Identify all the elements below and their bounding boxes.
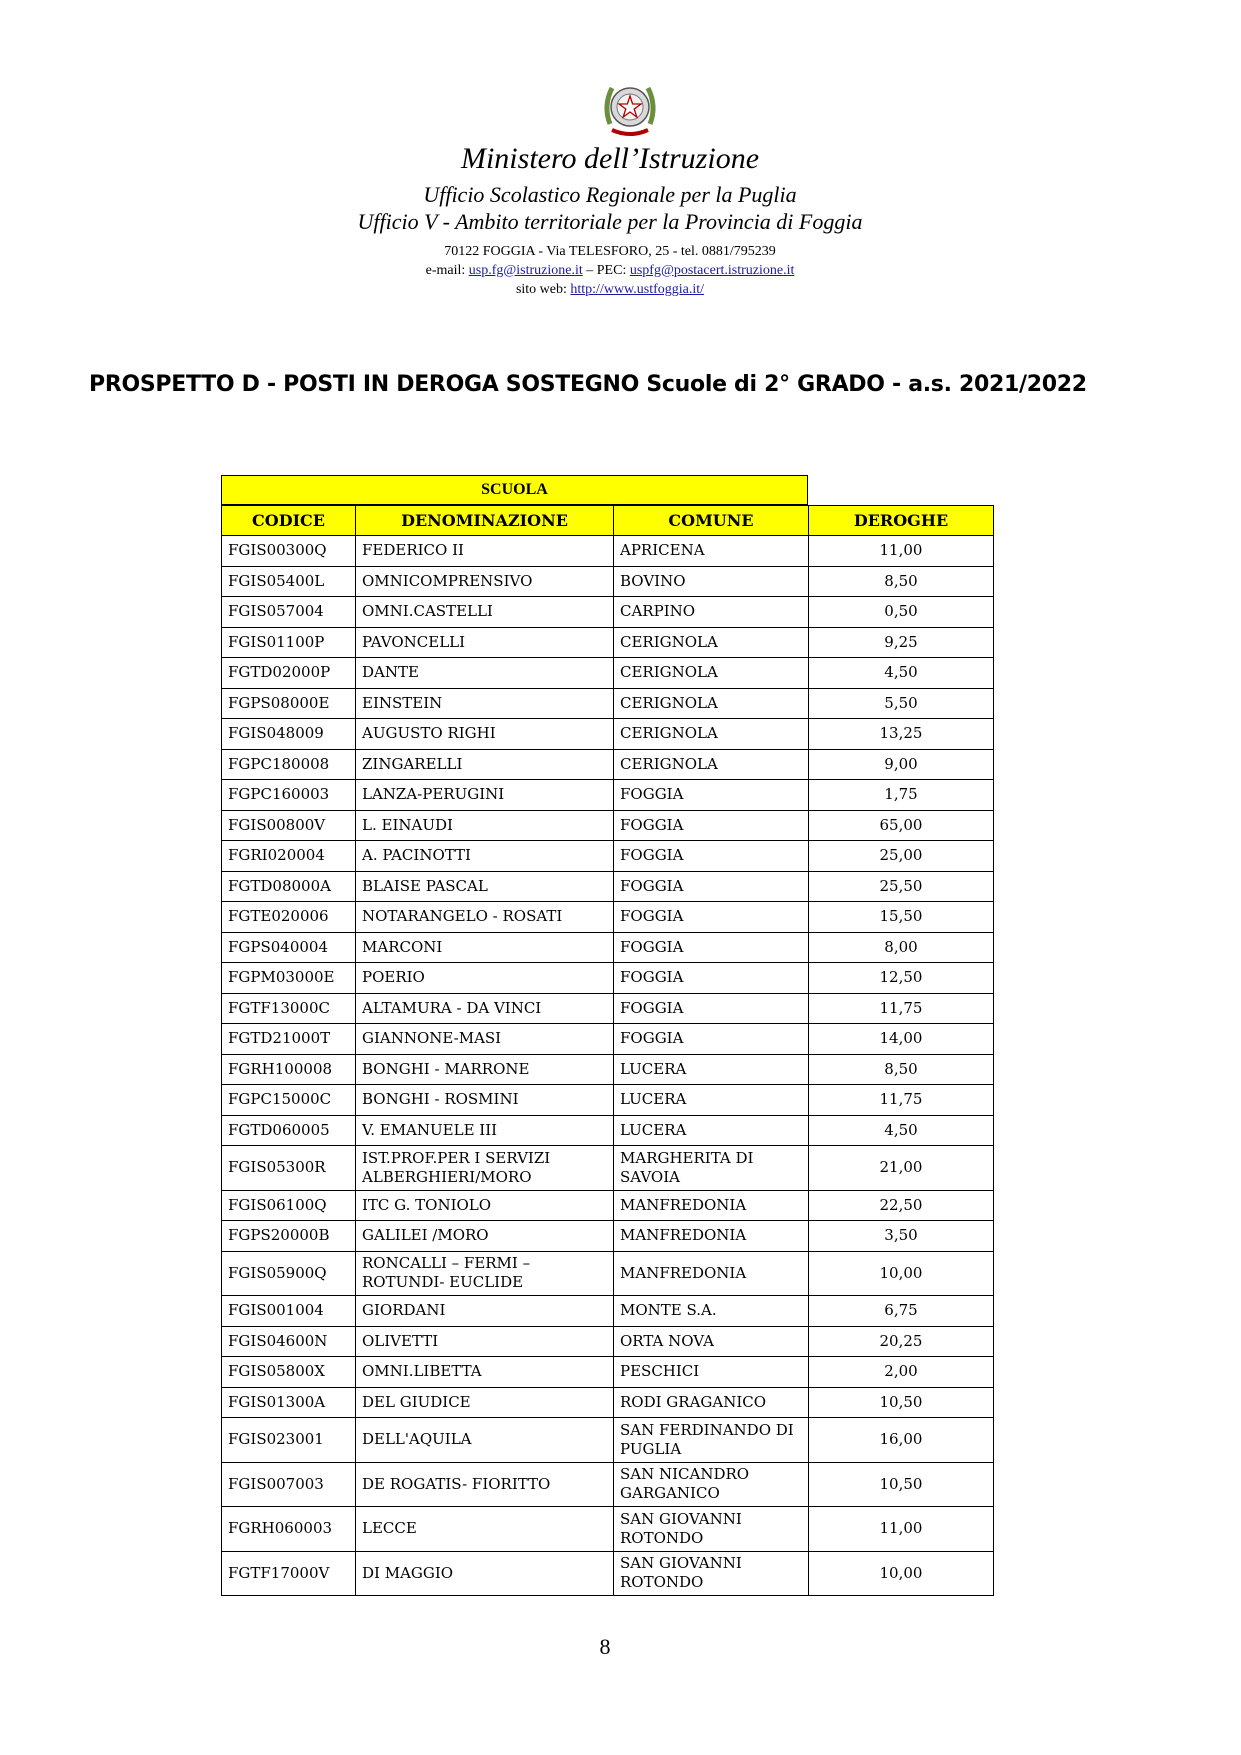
table-row (222, 1357, 994, 1388)
cell-deroghe: 12,50 (809, 963, 994, 994)
cell-deroghe: 20,25 (809, 1326, 994, 1357)
cell-comune: APRICENA (614, 536, 809, 567)
table-header-row (222, 506, 994, 536)
website-label: sito web: (515, 282, 571, 297)
cell-deroghe: 2,00 (809, 1357, 994, 1388)
cell-comune: SAN NICANDRO GARGANICO (614, 1462, 809, 1507)
cell-denominazione: DE ROGATIS- FIORITTO (356, 1462, 614, 1507)
cell-codice: FGIS05300R (222, 1146, 356, 1191)
cell-comune: FOGGIA (614, 871, 809, 902)
cell-comune: FOGGIA (614, 993, 809, 1024)
document-title: PROSPETTO D - POSTI IN DEROGA SOSTEGNO Scuole di 2° GRADO - a.s. 2021/2022 (89, 372, 1087, 397)
cell-codice: FGTD02000P (222, 658, 356, 689)
schools-table (221, 505, 994, 1596)
cell-denominazione: DELL'AQUILA (356, 1418, 614, 1463)
cell-deroghe: 10,00 (809, 1551, 994, 1596)
cell-comune: MANFREDONIA (614, 1190, 809, 1221)
cell-deroghe: 10,00 (809, 1251, 994, 1296)
table-row (222, 993, 994, 1024)
cell-codice: FGIS007003 (222, 1462, 356, 1507)
table-row (222, 780, 994, 811)
table-row (222, 1418, 994, 1463)
cell-deroghe: 1,75 (809, 780, 994, 811)
cell-denominazione: DI MAGGIO (356, 1551, 614, 1596)
cell-denominazione: PAVONCELLI (356, 627, 614, 658)
cell-denominazione: POERIO (356, 963, 614, 994)
table-row (222, 963, 994, 994)
scuola-group-header: SCUOLA (221, 475, 808, 505)
cell-deroghe: 4,50 (809, 1115, 994, 1146)
cell-deroghe: 9,25 (809, 627, 994, 658)
cell-codice: FGPS08000E (222, 688, 356, 719)
table-row (222, 871, 994, 902)
cell-deroghe: 22,50 (809, 1190, 994, 1221)
table-row (222, 1387, 994, 1418)
cell-denominazione: BONGHI - MARRONE (356, 1054, 614, 1085)
cell-denominazione: ALTAMURA - DA VINCI (356, 993, 614, 1024)
cell-codice: FGIS048009 (222, 719, 356, 750)
cell-codice: FGTE020006 (222, 902, 356, 933)
table-row (222, 1507, 994, 1552)
cell-comune: MONTE S.A. (614, 1296, 809, 1327)
table-row (222, 1462, 994, 1507)
cell-comune: CARPINO (614, 597, 809, 628)
cell-deroghe: 11,00 (809, 1507, 994, 1552)
cell-codice: FGIS05900Q (222, 1251, 356, 1296)
cell-comune: FOGGIA (614, 902, 809, 933)
cell-comune: CERIGNOLA (614, 719, 809, 750)
cell-denominazione: L. EINAUDI (356, 810, 614, 841)
ministry-name: Ministero dell’Istruzione (460, 142, 760, 175)
cell-codice: FGIS05400L (222, 566, 356, 597)
cell-deroghe: 8,00 (809, 932, 994, 963)
cell-codice: FGIS01100P (222, 627, 356, 658)
cell-comune: BOVINO (614, 566, 809, 597)
cell-comune: FOGGIA (614, 780, 809, 811)
cell-denominazione: OMNI.CASTELLI (356, 597, 614, 628)
cell-denominazione: BLAISE PASCAL (356, 871, 614, 902)
cell-codice: FGPS20000B (222, 1221, 356, 1252)
table-row (222, 1024, 994, 1055)
email-link[interactable]: usp.fg@istruzione.it (468, 263, 583, 278)
cell-denominazione: V. EMANUELE III (356, 1115, 614, 1146)
cell-codice: FGPS040004 (222, 932, 356, 963)
cell-comune: MANFREDONIA (614, 1221, 809, 1252)
cell-deroghe: 11,75 (809, 993, 994, 1024)
cell-denominazione: MARCONI (356, 932, 614, 963)
cell-deroghe: 10,50 (809, 1462, 994, 1507)
cell-comune: CERIGNOLA (614, 688, 809, 719)
cell-denominazione: NOTARANGELO - ROSATI (356, 902, 614, 933)
cell-codice: FGIS06100Q (222, 1190, 356, 1221)
page-number: 8 (599, 1634, 611, 1659)
cell-codice: FGTF17000V (222, 1551, 356, 1596)
cell-denominazione: ITC G. TONIOLO (356, 1190, 614, 1221)
table-row (222, 566, 994, 597)
cell-deroghe: 4,50 (809, 658, 994, 689)
cell-deroghe: 25,00 (809, 841, 994, 872)
column-header-denominazione: DENOMINAZIONE (356, 506, 614, 536)
cell-comune: FOGGIA (614, 810, 809, 841)
cell-codice: FGTD21000T (222, 1024, 356, 1055)
cell-denominazione: GIORDANI (356, 1296, 614, 1327)
cell-deroghe: 65,00 (809, 810, 994, 841)
table-row (222, 1551, 994, 1596)
cell-codice: FGPM03000E (222, 963, 356, 994)
cell-comune: ORTA NOVA (614, 1326, 809, 1357)
table-row (222, 1054, 994, 1085)
cell-comune: FOGGIA (614, 932, 809, 963)
cell-codice: FGIS00800V (222, 810, 356, 841)
cell-deroghe: 8,50 (809, 566, 994, 597)
cell-deroghe: 13,25 (809, 719, 994, 750)
cell-comune: CERIGNOLA (614, 658, 809, 689)
cell-codice: FGIS023001 (222, 1418, 356, 1463)
cell-comune: MARGHERITA DI SAVOIA (614, 1146, 809, 1191)
cell-denominazione: OMNI.LIBETTA (356, 1357, 614, 1388)
cell-denominazione: GALILEI /MORO (356, 1221, 614, 1252)
cell-denominazione: AUGUSTO RIGHI (356, 719, 614, 750)
table-row (222, 627, 994, 658)
cell-denominazione: LANZA-PERUGINI (356, 780, 614, 811)
office-address: 70122 FOGGIA - Via TELESFORO, 25 - tel. 0881/795239 (444, 244, 776, 259)
cell-comune: RODI GRAGANICO (614, 1387, 809, 1418)
cell-denominazione: IST.PROF.PER I SERVIZI ALBERGHIERI/MORO (356, 1146, 614, 1191)
table-row (222, 932, 994, 963)
cell-comune: MANFREDONIA (614, 1251, 809, 1296)
cell-denominazione: EINSTEIN (356, 688, 614, 719)
cell-deroghe: 5,50 (809, 688, 994, 719)
cell-codice: FGPC15000C (222, 1085, 356, 1116)
cell-deroghe: 3,50 (809, 1221, 994, 1252)
cell-denominazione: ZINGARELLI (356, 749, 614, 780)
italian-republic-emblem (600, 76, 660, 140)
table-row (222, 902, 994, 933)
table-row (222, 810, 994, 841)
website-link[interactable]: http://www.ustfoggia.it/ (570, 282, 705, 297)
cell-codice: FGIS05800X (222, 1357, 356, 1388)
cell-deroghe: 0,50 (809, 597, 994, 628)
table-row (222, 1115, 994, 1146)
cell-denominazione: DEL GIUDICE (356, 1387, 614, 1418)
cell-codice: FGIS057004 (222, 597, 356, 628)
cell-codice: FGTF13000C (222, 993, 356, 1024)
cell-denominazione: FEDERICO II (356, 536, 614, 567)
contact-line (0, 263, 1220, 279)
pec-link[interactable]: uspfg@postacert.istruzione.it (629, 263, 795, 278)
cell-codice: FGIS001004 (222, 1296, 356, 1327)
cell-codice: FGTD060005 (222, 1115, 356, 1146)
cell-comune: SAN GIOVANNI ROTONDO (614, 1551, 809, 1596)
table-row (222, 688, 994, 719)
cell-codice: FGPC180008 (222, 749, 356, 780)
pec-label: – PEC: (582, 263, 630, 278)
cell-codice: FGIS00300Q (222, 536, 356, 567)
table-row (222, 1221, 994, 1252)
cell-deroghe: 16,00 (809, 1418, 994, 1463)
cell-denominazione: BONGHI - ROSMINI (356, 1085, 614, 1116)
cell-comune: LUCERA (614, 1054, 809, 1085)
table-row (222, 841, 994, 872)
cell-comune: FOGGIA (614, 1024, 809, 1055)
table-row (222, 1326, 994, 1357)
cell-deroghe: 25,50 (809, 871, 994, 902)
regional-office: Ufficio Scolastico Regionale per la Puglia (423, 182, 797, 207)
office-name: Ufficio V - Ambito territoriale per la Provincia di Foggia (357, 209, 863, 234)
table-row (222, 1085, 994, 1116)
cell-denominazione: LECCE (356, 1507, 614, 1552)
cell-codice: FGPC160003 (222, 780, 356, 811)
cell-deroghe: 10,50 (809, 1387, 994, 1418)
table-row (222, 1146, 994, 1191)
cell-deroghe: 9,00 (809, 749, 994, 780)
table-row (222, 749, 994, 780)
cell-comune: LUCERA (614, 1085, 809, 1116)
cell-codice: FGIS01300A (222, 1387, 356, 1418)
cell-codice: FGRH100008 (222, 1054, 356, 1085)
cell-deroghe: 8,50 (809, 1054, 994, 1085)
website-line (0, 282, 1220, 298)
cell-denominazione: DANTE (356, 658, 614, 689)
cell-denominazione: RONCALLI – FERMI – ROTUNDI- EUCLIDE (356, 1251, 614, 1296)
column-header-comune: COMUNE (614, 506, 809, 536)
table-row (222, 719, 994, 750)
cell-denominazione: A. PACINOTTI (356, 841, 614, 872)
cell-denominazione: OLIVETTI (356, 1326, 614, 1357)
table-row (222, 536, 994, 567)
cell-comune: CERIGNOLA (614, 627, 809, 658)
cell-deroghe: 11,75 (809, 1085, 994, 1116)
cell-codice: FGTD08000A (222, 871, 356, 902)
cell-codice: FGRI020004 (222, 841, 356, 872)
cell-comune: FOGGIA (614, 841, 809, 872)
cell-denominazione: OMNICOMPRENSIVO (356, 566, 614, 597)
table-row (222, 658, 994, 689)
cell-comune: LUCERA (614, 1115, 809, 1146)
table-row (222, 1190, 994, 1221)
cell-deroghe: 11,00 (809, 536, 994, 567)
email-label: e-mail: (425, 263, 469, 278)
cell-deroghe: 6,75 (809, 1296, 994, 1327)
cell-comune: SAN FERDINANDO DI PUGLIA (614, 1418, 809, 1463)
cell-deroghe: 21,00 (809, 1146, 994, 1191)
table-row (222, 1251, 994, 1296)
cell-denominazione: GIANNONE-MASI (356, 1024, 614, 1055)
table-row (222, 597, 994, 628)
cell-deroghe: 14,00 (809, 1024, 994, 1055)
column-header-deroghe: DEROGHE (809, 506, 994, 536)
cell-comune: SAN GIOVANNI ROTONDO (614, 1507, 809, 1552)
cell-codice: FGIS04600N (222, 1326, 356, 1357)
cell-deroghe: 15,50 (809, 902, 994, 933)
column-header-codice: CODICE (222, 506, 356, 536)
cell-comune: CERIGNOLA (614, 749, 809, 780)
table-row (222, 1296, 994, 1327)
cell-comune: PESCHICI (614, 1357, 809, 1388)
cell-codice: FGRH060003 (222, 1507, 356, 1552)
cell-comune: FOGGIA (614, 963, 809, 994)
